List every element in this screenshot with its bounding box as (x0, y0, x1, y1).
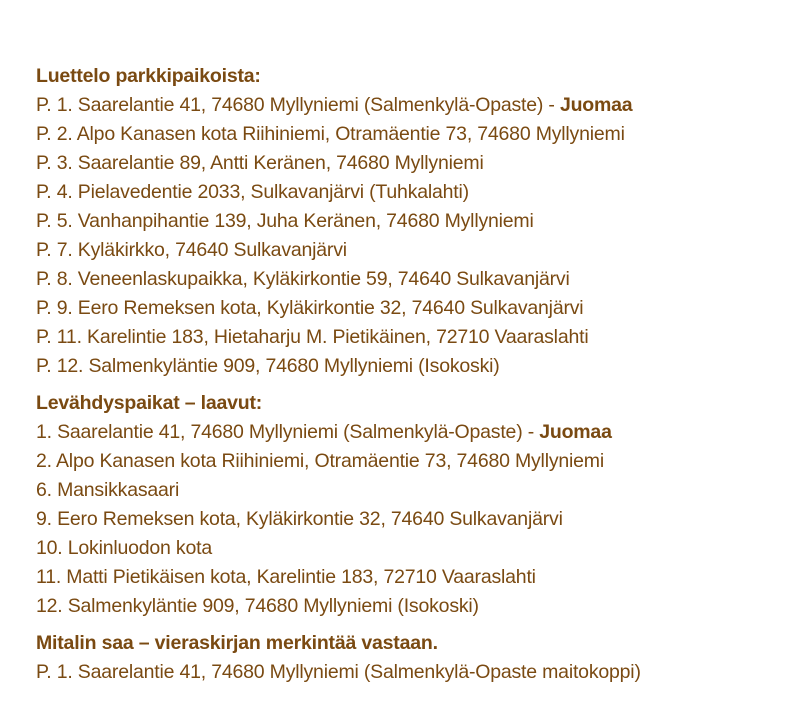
list-item: 9. Eero Remeksen kota, Kyläkirkontie 32, 74640 Sulkavanjärvi (36, 508, 563, 530)
list-item: 6. Mansikkasaari (36, 479, 180, 501)
rest-section (36, 389, 796, 621)
list-item: P. 4. Pielavedentie 2033, Sulkavanjärvi (Tuhkalahti) (36, 181, 469, 203)
list-item: P. 1. Saarelantie 41, 74680 Myllyniemi (Salmenkylä-Opaste) - Juomaa (36, 94, 633, 116)
list-item: 2. Alpo Kanasen kota Riihiniemi, Otramäentie 73, 74680 Myllyniemi (36, 450, 604, 472)
list-item: P. 7. Kyläkirkko, 74640 Sulkavanjärvi (36, 239, 347, 261)
list-item: P. 8. Veneenlaskupaikka, Kyläkirkontie 59, 74640 Sulkavanjärvi (36, 268, 570, 290)
list-item: 11. Matti Pietikäisen kota, Karelintie 183, 72710 Vaaraslahti (36, 566, 536, 588)
rest-heading: Levähdyspaikat – laavut: (36, 392, 263, 414)
parking-list (36, 91, 796, 381)
medal-heading: Mitalin saa – vieraskirjan merkintää vastaan. (36, 632, 438, 654)
list-item: 12. Salmenkyläntie 909, 74680 Myllyniemi (Isokoski) (36, 595, 479, 617)
document-page (36, 62, 796, 695)
parking-section (36, 62, 796, 381)
drink-label: Juomaa (559, 94, 633, 116)
rest-list (36, 418, 796, 621)
drink-label: Juomaa (539, 421, 612, 443)
list-item: P. 5. Vanhanpihantie 139, Juha Keränen, 74680 Myllyniemi (36, 210, 534, 232)
list-item: P. 3. Saarelantie 89, Antti Keränen, 74680 Myllyniemi (36, 152, 484, 174)
medal-list (36, 658, 796, 687)
list-item: P. 11. Karelintie 183, Hietaharju M. Pietikäinen, 72710 Vaaraslahti (36, 326, 589, 348)
medal-section (36, 629, 796, 687)
list-item: 10. Lokinluodon kota (36, 537, 212, 559)
list-item: P. 2. Alpo Kanasen kota Riihiniemi, Otramäentie 73, 74680 Myllyniemi (36, 123, 625, 145)
list-item: P. 1. Saarelantie 41, 74680 Myllyniemi (Salmenkylä-Opaste maitokoppi) (36, 661, 641, 683)
parking-heading: Luettelo parkkipaikoista: (36, 65, 261, 87)
list-item: P. 12. Salmenkyläntie 909, 74680 Myllyniemi (Isokoski) (36, 355, 500, 377)
list-item: P. 9. Eero Remeksen kota, Kyläkirkontie 32, 74640 Sulkavanjärvi (36, 297, 584, 319)
list-item: 1. Saarelantie 41, 74680 Myllyniemi (Salmenkylä-Opaste) - Juomaa (36, 421, 612, 443)
